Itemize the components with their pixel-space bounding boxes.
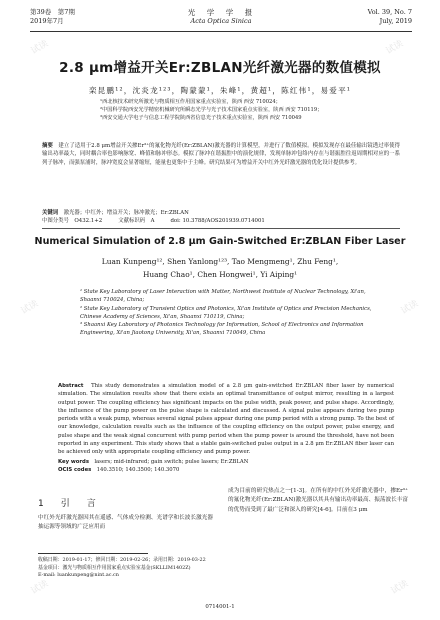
abstract-cn: [42, 142, 400, 167]
doi: [170, 217, 264, 225]
affiliations-cn: [100, 98, 380, 122]
affiliations-en: [80, 288, 380, 338]
watermark: 试读: [29, 578, 51, 597]
footnote-funding: 基金项目：激光与物质相互作用国家重点实验室基金(SKLLIM1402Z): [38, 564, 191, 571]
date-cn: 2019年7月: [30, 17, 64, 25]
keywords-cn: [42, 209, 400, 217]
doc-code-value: A: [150, 218, 155, 225]
footnote-rule: [38, 553, 148, 554]
doc-code-label: 文献标识码: [118, 218, 146, 225]
footnote-email: E-mail: luankunpeng@nint.ac.cn: [38, 572, 119, 579]
volume-cn: 第39卷 第7期: [30, 8, 75, 16]
header-right: [368, 8, 412, 26]
affiliation-en-2: ² State Key Laboratory of Transient Optics and Photonics, Xi'an Institute of Optics and Precision Mechanics, Chinese Academy of Sciences, Xi'an, Shaanxi 710119, China;: [80, 305, 372, 320]
authors-en-line-1: Luan Kunpeng¹², Shen Yanlong¹²³, Tao Mengmeng¹, Zhu Feng¹,: [101, 257, 339, 266]
abstract-en: [58, 382, 394, 457]
section-divider: [42, 228, 400, 229]
footnote-received: 收稿日期：2019-01-17；修回日期：2019-02-26；录用日期：2019-03-22: [38, 557, 206, 563]
intro-left-column: 中红外光纤激光器因其在遥感、气体成分检测、光谱学和长波长激光器抽运源等领域的广泛应用而: [38, 515, 213, 531]
watermark: 试读: [19, 298, 41, 317]
abstract-en-text: This study demonstrates a simulation model of a 2.8 μm gain-switched Er:ZBLAN fiber laser by numerical simulation. The simulation results show that there exists an optimal transmittance of output mirror, resulting in a largest output power. The coupling efficiency has significant impacts on the pulse width, peak power, and pulse shape. Accordingly, the influence of the pump power on the pulse shape is calculated and discussed. A signal pulse appears during two pump periods with a weak pump, whereas several signal pulses appear during one pump period with a strong pump. To the best of our knowledge, calculation results such as the influence of the coupling efficiency on the output power, pulse energy, and pulse shape and the weak signal concurrent with pump period when the pump power is around the threshold, have not been reported in any experiment. This study shows that a stable gain-switched pulse output in a 2.8 μm Er:ZBLAN fiber laser can be achieved only with appropriate coupling efficiency and pump power.: [58, 383, 394, 456]
meta-en: [58, 458, 394, 475]
affiliation-en-3: ³ Shaanxi Key Laboratory of Photonics Technology for Information, School of Electronics and Information Engineering, Xi'an Jiaotong University, Xi'an, Shaanxi 710049, China: [80, 322, 364, 337]
abstract-en-label: Abstract: [58, 383, 84, 389]
keywords-en: [58, 458, 394, 466]
authors-en: [40, 256, 400, 281]
clc-label: 中图分类号: [42, 218, 69, 225]
keywords-en-label: Key words: [58, 459, 89, 465]
doi-label: doi:: [170, 218, 181, 225]
affiliation-cn-3: ³西安交通大学电子与信息工程学院陕西省信息光子技术重点实验室，陕西 西安 710049: [100, 115, 302, 121]
classification-row: [42, 217, 400, 225]
journal-name-en: Acta Optica Sinica: [190, 17, 252, 25]
clc: [42, 217, 102, 225]
ocis-value: 140.3510; 140.3500; 140.3070: [96, 467, 180, 474]
affiliation-cn-2: ²中国科学院西安光学精密机械研究所瞬态光学与光子技术国家重点实验室，陕西 西安 710119；: [100, 107, 323, 113]
clc-value: O432.1+2: [74, 218, 103, 225]
paper-title-cn: 2.8 μm增益开关Er:ZBLAN光纤激光器的数值模拟: [59, 60, 381, 76]
watermark: 试读: [384, 38, 406, 57]
abstract-cn-label: 摘要: [42, 143, 53, 149]
authors-cn: 栾昆鹏¹²，沈炎龙¹²³，陶蒙蒙¹，朱峰¹，黄超¹，陈红伟¹，易爱平¹: [88, 86, 352, 95]
header-rule: [30, 31, 412, 32]
affiliation-en-1: ¹ State Key Laboratory of Laser Interaction with Matter, Northwest Institute of Nuclear Technology, Xi'an, Shaanxi 710024, China;: [80, 289, 366, 304]
keywords-en-text: lasers; mid-infrared; gain switch; pulse lasers; Er:ZBLAN: [94, 459, 249, 465]
intro-right-column: 成为目前的研究热点之一[1-3]。在所有的中红外光纤激光器中，掺Er³⁺的氟化物光纤(Er:ZBLAN)激光器以其具有输出功率最高、振荡波长丰富的优势而受到了最广泛和深入的研究[4-6]。目前在3 μm: [228, 488, 408, 513]
volume-en: Vol. 39, No. 7: [367, 8, 412, 16]
keywords-cn-label: 关键词: [42, 210, 59, 216]
page-number: 0714001-1: [205, 604, 235, 610]
meta-cn: [42, 209, 400, 225]
doi-value: 10.3788/AOS201939.0714001: [182, 218, 265, 225]
section-heading-intro: 1 引 言: [38, 499, 100, 509]
authors-en-line-2: Huang Chao¹, Chen Hongwei¹, Yi Aiping¹: [142, 269, 298, 279]
abstract-cn-text: 建立了适用于2.8 μm增益开关掺Er³⁺的氟化物光纤(Er:ZBLAN)激光器的计算模型，并进行了数值模拟。模拟发现存在最佳输出镜透过率使得输出功率最大，同时耦合率也影响脉宽、峰值和脉冲形态。模拟了脉冲在谐振腔中的演化规律，发现单脉冲包络内存在与谐振腔往返周期相对应的一系列子脉冲，而强泵浦时，脉冲宽度会显著缩短，能量也更集中于主峰。研究结果可为增益开关中红外光纤激光器的优化设计提供参考。: [42, 143, 400, 166]
date-en: July, 2019: [379, 17, 412, 25]
watermark: 试读: [29, 38, 51, 57]
paper-title-en: Numerical Simulation of 2.8 μm Gain-Switched Er:ZBLAN Fiber Laser: [34, 236, 406, 247]
keywords-cn-text: 激光器；中红外；增益开关；脉冲激光；Er:ZBLAN: [63, 210, 189, 216]
affiliation-cn-1: ¹西北核技术研究所激光与物质相互作用国家重点实验室，陕西 西安 710024；: [100, 99, 281, 105]
watermark: 试读: [399, 298, 421, 317]
ocis-label: OCIS codes: [58, 467, 92, 474]
journal-name-cn: 光 学 学 报: [187, 8, 255, 17]
footnotes: [38, 557, 400, 580]
ocis-codes: [58, 466, 394, 474]
watermark: 试读: [389, 578, 411, 597]
doc-code: [118, 217, 154, 225]
